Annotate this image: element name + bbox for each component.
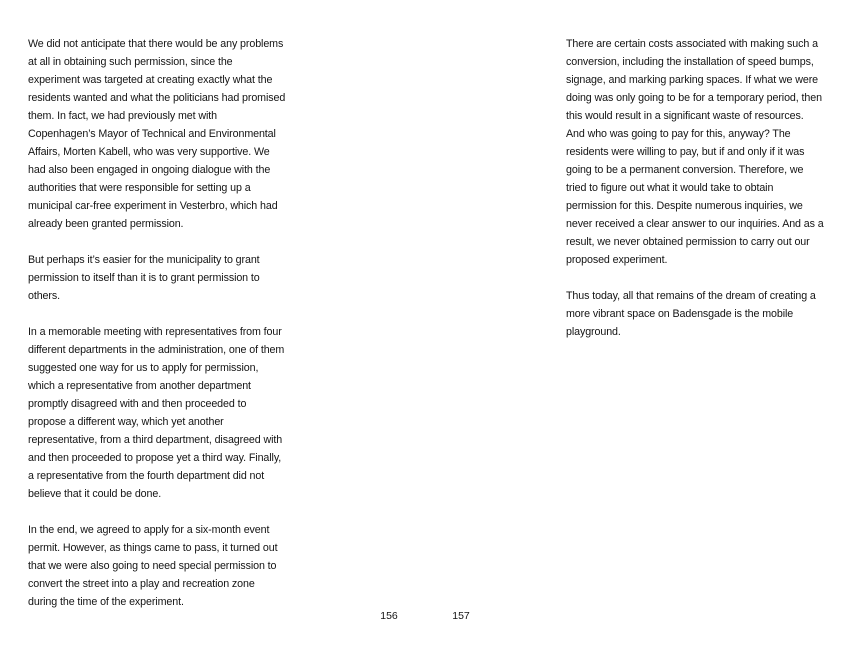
paragraph: Thus today, all that remains of the dream of creating a more vibrant space on Badensgade is the mobile playground. [566,290,816,338]
paragraph: But perhaps it’s easier for the municipality to grant permission to itself than it is to grant permission to others. [28,254,260,302]
page-number-left: 156 [380,610,398,622]
paragraph: We did not anticipate that there would be any problems at all in obtaining such permission, since the experiment was targeted at creating exactly what the residents wanted and what the politicians had promised them. In fact, we had previously met with Copenhagen’s Mayor of Technical and Environmental Affairs, Morten Kabell, who was very supportive. We had also been engaged in ongoing dialogue with the authorities that were responsible for setting up a municipal car-free experiment in Vesterbro, which had already been granted permission. [28,38,286,230]
paragraph: In the end, we agreed to apply for a six-month event permit. However, as things came to pass, it turned out that we were also going to need special permission to convert the street into a play and recreation zone during the time of the experiment. [28,524,278,608]
right-page-text-column [566,35,824,359]
page-number-right: 157 [452,610,470,622]
left-page-text-column [28,35,286,629]
paragraph: In a memorable meeting with representatives from four different departments in the administration, one of them suggested one way for us to apply for permission, which a representative from another department promptly disagreed with and then proceeded to propose a different way, which yet another representative, from a third department, disagreed with and then proceeded to propose yet a third way. Finally, a representative from the fourth department did not believe that it could be done. [28,326,285,500]
paragraph: There are certain costs associated with making such a conversion, including the installation of speed bumps, signage, and marking parking spaces. If what we were doing was only going to be for a temporary period, then this would result in a significant waste of resources. And who was going to pay for this, anyway? The residents were willing to pay, but if and only if it was going to be a permanent conversion. Therefore, we tried to figure out what it would take to obtain permission for this. Despite numerous inquiries, we never received a clear answer to our inquiries. And as a result, we never obtained permission to carry out our proposed experiment. [566,38,824,266]
right-page [425,0,850,652]
